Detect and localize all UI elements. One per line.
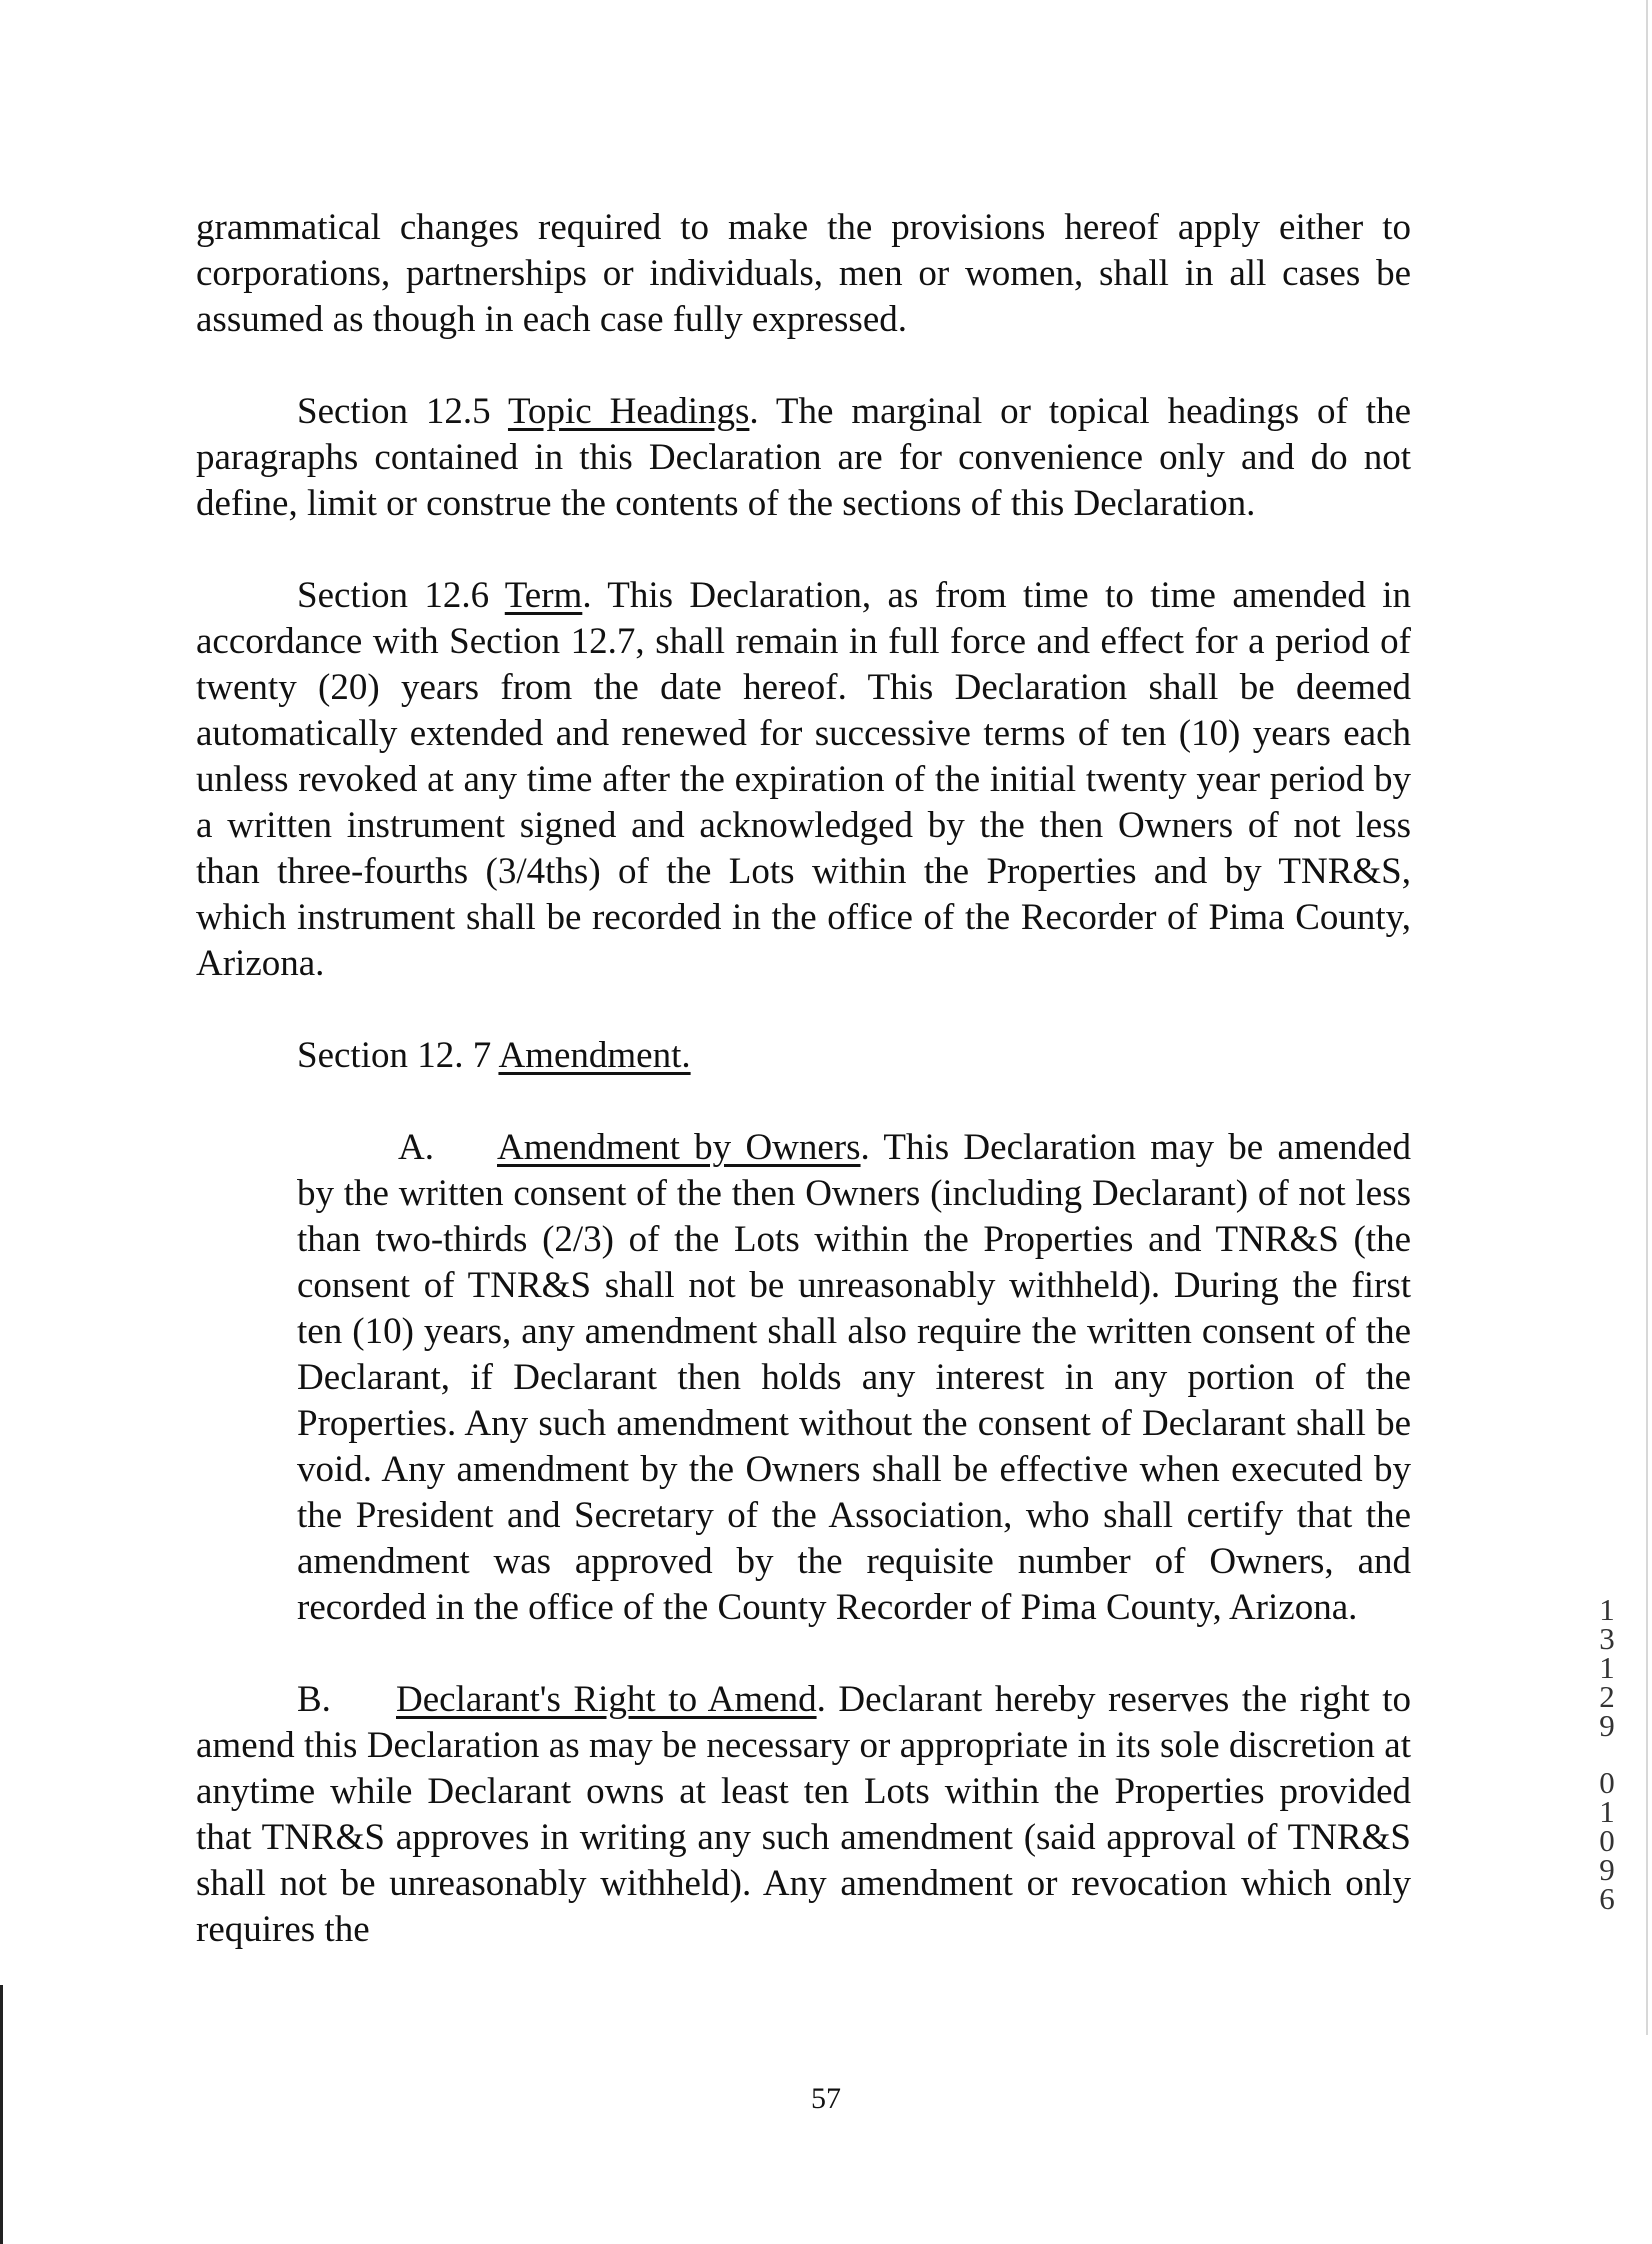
recorder-docket-number: 13129 <box>1599 1592 1615 1743</box>
subsection-a-label: A. <box>398 1127 434 1168</box>
subsection-a-title: Amendment by Owners <box>497 1127 861 1168</box>
subsection-a <box>297 1125 1411 1631</box>
section-12-7-number: Section 12. 7 <box>297 1035 499 1076</box>
intro-text: grammatical changes required to make the provisions hereof apply either to corporations, partnerships or individuals, men or women, shall in all cases be assumed as though in each case fully expressed. <box>196 207 1411 340</box>
scan-edge-line <box>1646 0 1648 2035</box>
section-12-6 <box>196 573 1411 987</box>
recorder-stamp <box>1587 1592 1627 1916</box>
section-12-5-title: Topic Headings <box>507 391 750 432</box>
section-12-6-title: Term <box>504 575 583 616</box>
subsection-a-text: . This Declaration may be amended by the written consent of the then Owners (including Declarant) of not less than two-thirds (2/3) of the Lots within the Properties and TNR&S (the consent of TNR&S shall not be unreasonably withheld). During the first ten (10) years, any amendment shall also require the written consent of the Declarant, if Declarant then holds any interest in any portion of the Properties. Any such amendment without the consent of Declarant shall be void. Any amendment by the Owners shall be effective when executed by the President and Secretary of the Association, who shall certify that the amendment was approved by the requisite number of Owners, and recorded in the office of the County Recorder of Pima County, Arizona. <box>297 1127 1411 1628</box>
section-12-7-heading <box>196 1033 1411 1079</box>
scan-edge-mark <box>0 1985 3 2244</box>
subsection-b-title: Declarant's Right to Amend <box>396 1679 817 1720</box>
section-12-5 <box>196 389 1411 527</box>
section-12-5-number: Section 12.5 <box>297 391 508 432</box>
subsection-b <box>196 1677 1411 1953</box>
document-body <box>196 205 1411 1999</box>
subsection-b-label: B. <box>297 1679 331 1720</box>
section-12-5-text: . The marginal or topical headings of the paragraphs contained in this Declaration are for convenience only and do not define, limit or construe the contents of the sections of this Declaration. <box>196 391 1412 524</box>
section-12-6-text: . This Declaration, as from time to time amended in accordance with Section 12.7, shall remain in full force and effect for a period of twenty (20) years from the date hereof. This Declaration shall be deemed automatically extended and renewed for successive terms of ten (10) years each unless revoked at any time after the expiration of the initial twenty year period by a written instrument signed and acknowledged by the then Owners of not less than three-fourths (3/4ths) of the Lots within the Properties and by TNR&S, which instrument shall be recorded in the office of the Recorder of Pima County, Arizona. <box>196 575 1411 984</box>
intro-paragraph <box>196 205 1411 343</box>
section-12-7-title: Amendment. <box>498 1035 691 1076</box>
subsection-b-text: . Declarant hereby reserves the right to amend this Declaration as may be necessary or appropriate in its sole discretion at anytime while Declarant owns at least ten Lots within the Properties provided that TNR&S approves in writing any such amendment (said approval of TNR&S shall not be unreasonably withheld). Any amendment or revocation which only requires the <box>196 1679 1411 1950</box>
recorder-page-number: 01096 <box>1599 1765 1615 1916</box>
section-12-6-number: Section 12.6 <box>297 575 505 616</box>
page-number: 57 <box>811 2082 841 2115</box>
